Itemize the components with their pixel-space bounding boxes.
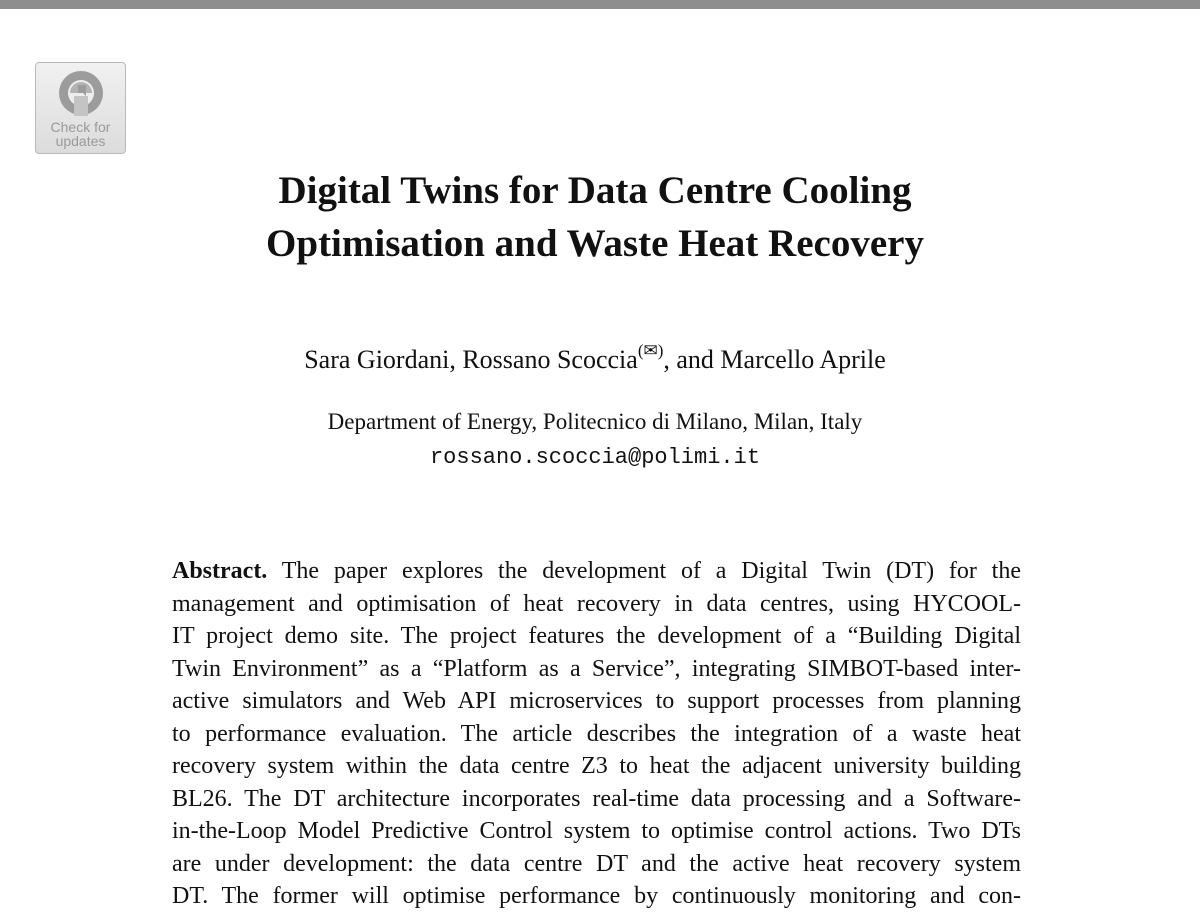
abstract-label: Abstract. — [172, 558, 268, 584]
author-list — [180, 342, 1010, 378]
affiliation: Department of Energy, Politecnico di Milano, Milan, Italy — [327, 409, 863, 434]
abstract-line — [172, 555, 1021, 588]
paper-title — [180, 164, 1010, 270]
corresponding-author-mail-icon: (✉) — [637, 341, 664, 360]
abstract-line: Twin Environment” as a “Platform as a Service”, integrating SIMBOT-based inter- — [172, 655, 1021, 682]
abstract-line: in-the-Loop Model Predictive Control system to optimise control actions. Two DTs — [172, 818, 1021, 844]
author-email[interactable]: rossano.scoccia@polimi.it — [429, 445, 761, 470]
abstract-line: recovery system within the data centre Z3 to heat the adjacent university building — [172, 753, 1021, 779]
top-border — [0, 0, 1200, 9]
abstract-line: management and optimisation of heat recovery in data centres, using HYCOOL- — [172, 590, 1021, 617]
check-for-updates-badge[interactable] — [35, 62, 126, 154]
badge-label-line2: updates — [55, 133, 106, 149]
abstract-line: are under development: the data centre DT and the active heat recovery system — [172, 850, 1021, 877]
title-line-1: Digital Twins for Data Centre Cooling — [278, 169, 912, 212]
abstract-first-line: The paper explores the development of a Digital Twin (DT) for the — [281, 558, 1021, 584]
abstract-line: DT. The former will optimise performance by continuously monitoring and con- — [172, 883, 1021, 909]
title-line-2: Optimisation and Waste Heat Recovery — [266, 222, 924, 265]
abstract-line: BL26. The DT architecture incorporates real-time data processing and a Software- — [172, 785, 1021, 812]
abstract-line: active simulators and Web API microservices to support processes from planning — [172, 688, 1021, 714]
badge-label-line1: Check for — [50, 119, 111, 135]
abstract-line: IT project demo site. The project features the development of a “Building Digital — [172, 623, 1021, 649]
badge-label — [36, 120, 125, 148]
authors-after: , and Marcello Aprile — [663, 345, 886, 374]
authors-before: Sara Giordani, Rossano Scoccia — [304, 345, 638, 374]
abstract — [172, 555, 1021, 913]
check-for-updates-icon — [57, 69, 105, 117]
abstract-line: to performance evaluation. The article describes the integration of a waste heat — [172, 720, 1021, 747]
